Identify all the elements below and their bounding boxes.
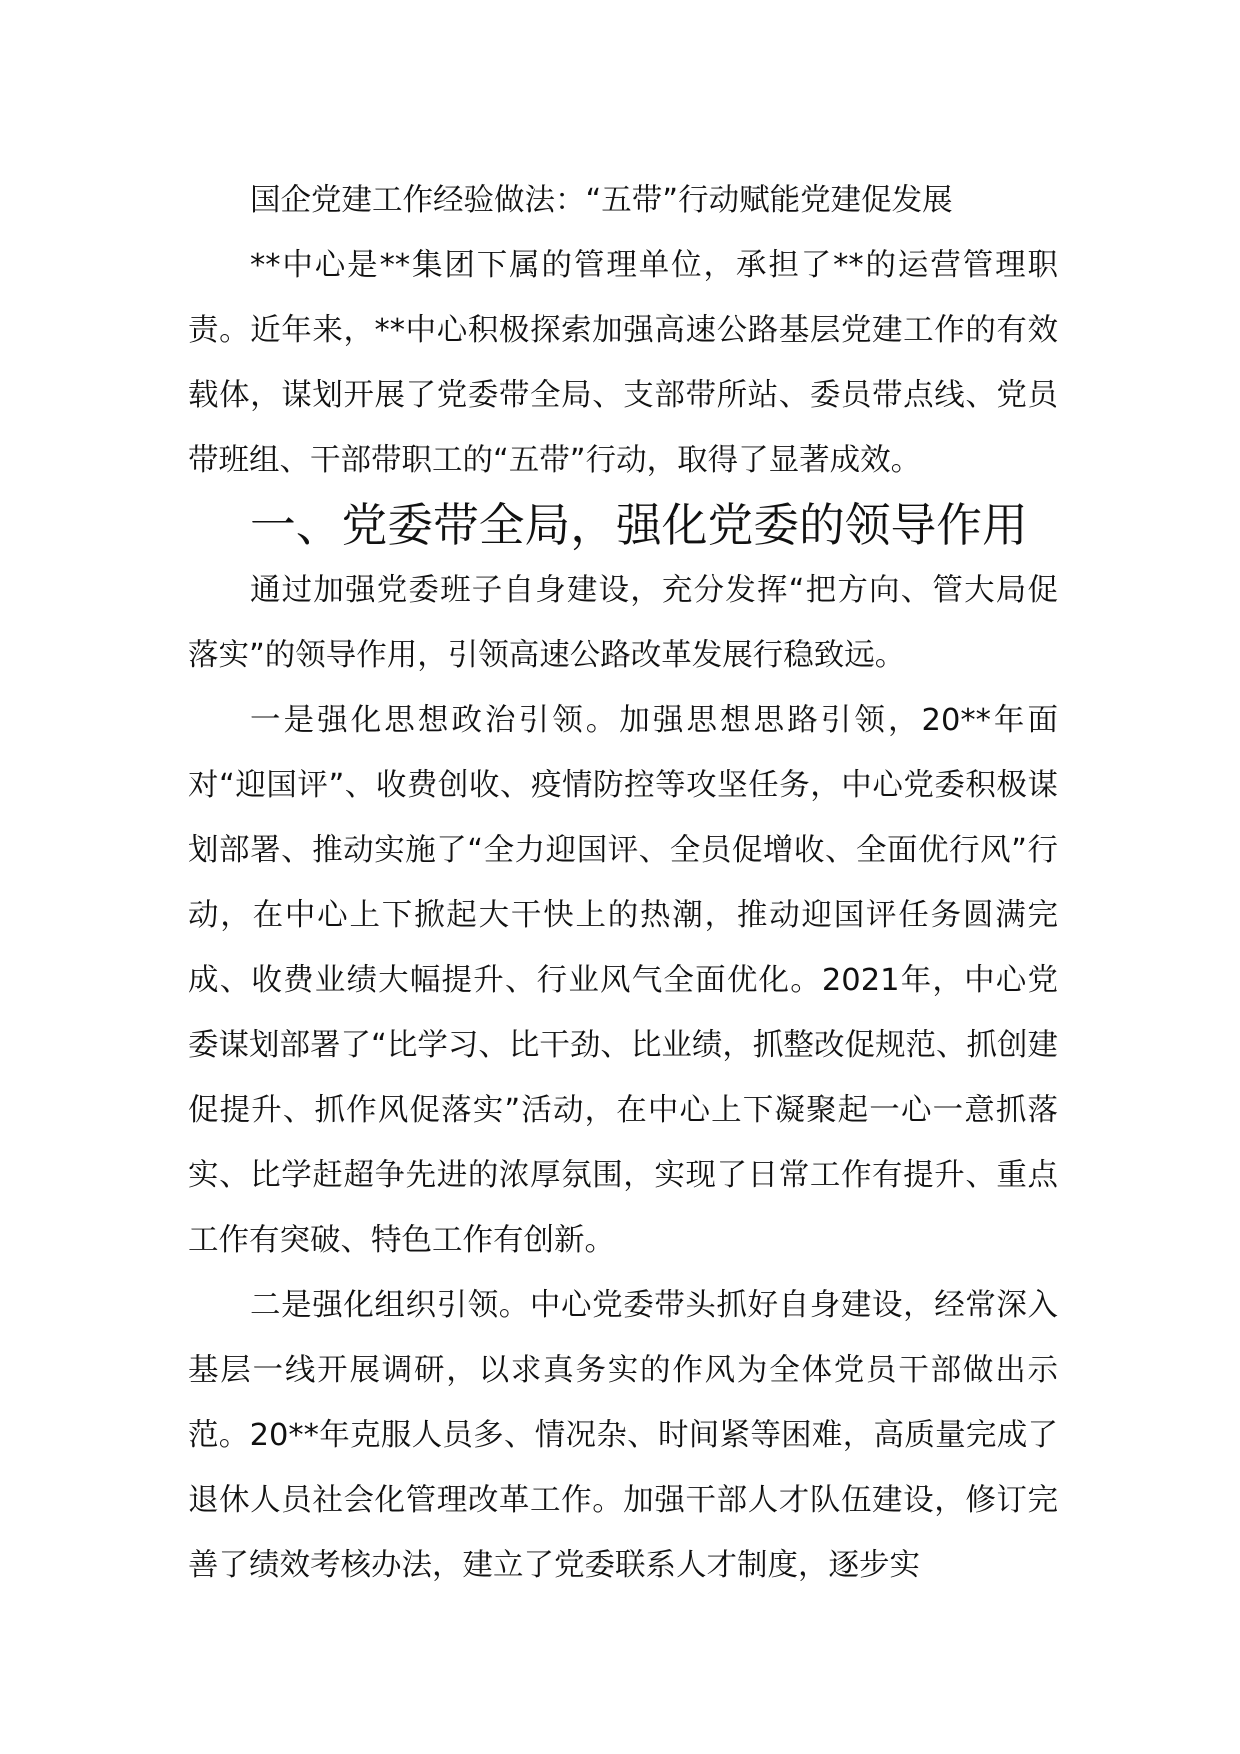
section-heading: 一、党委带全局，强化党委的领导作用: [250, 499, 1028, 552]
document-body: [188, 168, 1058, 1598]
document-title: 国企党建工作经验做法：“五带”行动赋能党建促发展: [250, 183, 953, 218]
intro-paragraph: **中心是**集团下属的管理单位，承担了**的运营管理职责。近年来，**中心积极探索加强高速公路基层党建工作的有效载体，谋划开展了党委带全局、支部带所站、委员带点线、党员带班组、干部带职工的“五带”行动，取得了显著成效。: [188, 248, 1058, 478]
point-two-paragraph: 二是强化组织引领。中心党委带头抓好自身建设，经常深入基层一线开展调研，以求真务实的作风为全体党员干部做出示范。20**年克服人员多、情况杂、时间紧等困难，高质量完成了退休人员社会化管理改革工作。加强干部人才队伍建设，修订完善了绩效考核办法，建立了党委联系人才制度，逐步实: [188, 1288, 1058, 1583]
section-lead-paragraph: 通过加强党委班子自身建设，充分发挥“把方向、管大局促落实”的领导作用，引领高速公路改革发展行稳致远。: [188, 573, 1058, 673]
point-one-paragraph: 一是强化思想政治引领。加强思想思路引领，20**年面对“迎国评”、收费创收、疫情防控等攻坚任务，中心党委积极谋划部署、推动实施了“全力迎国评、全员促增收、全面优行风”行动，在中心上下掀起大干快上的热潮，推动迎国评任务圆满完成、收费业绩大幅提升、行业风气全面优化。2021年，中心党委谋划部署了“比学习、比干劲、比业绩，抓整改促规范、抓创建促提升、抓作风促落实”活动，在中心上下凝聚起一心一意抓落实、比学赶超争先进的浓厚氛围，实现了日常工作有提升、重点工作有突破、特色工作有创新。: [188, 703, 1058, 1258]
